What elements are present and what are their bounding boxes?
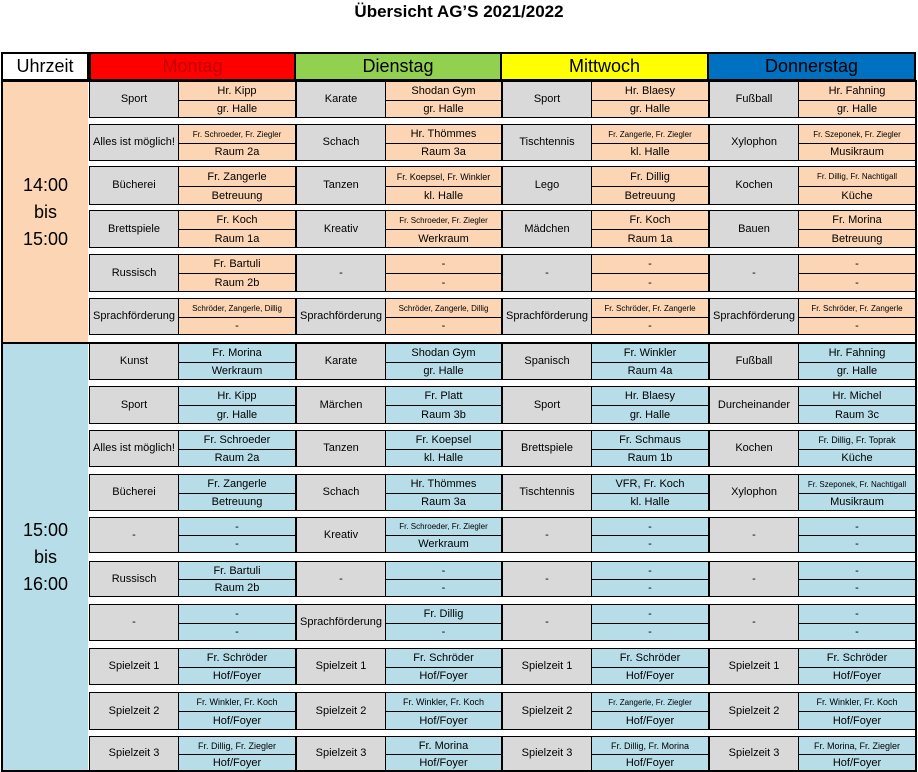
room-cell: Küche — [798, 186, 916, 205]
room-cell: Betreuung — [798, 229, 916, 248]
room-cell: Raum 3a — [385, 143, 502, 161]
teacher-cell: - — [591, 604, 709, 624]
activity-cell: Tischtennis — [502, 124, 592, 161]
activity-cell: Spanisch — [502, 343, 592, 380]
room-cell: - — [385, 273, 502, 292]
room-cell: Raum 3c — [798, 405, 916, 424]
activity-cell: - — [709, 517, 799, 553]
room-cell: gr. Halle — [178, 100, 296, 118]
activity-cell: Spielzeit 1 — [296, 648, 386, 685]
activity-cell: - — [89, 604, 179, 641]
teacher-cell: Hr. Kipp — [178, 386, 296, 406]
teacher-cell: Hr. Thömmes — [385, 474, 502, 494]
activity-cell: Kreativ — [296, 517, 386, 553]
activity-cell: Fußball — [709, 343, 799, 380]
room-cell: Hof/Foyer — [591, 754, 709, 771]
room-cell: - — [178, 317, 296, 335]
activity-cell: Xylophon — [709, 124, 799, 161]
time-slot-text: 16:00 — [22, 573, 69, 594]
activity-cell: Brettspiele — [502, 430, 592, 467]
activity-cell: - — [502, 604, 592, 641]
header-time-label: Uhrzeit — [1, 52, 89, 81]
teacher-cell: Fr. Zangerle, Fr. Ziegler — [591, 124, 709, 144]
activity-cell: Kunst — [89, 343, 179, 380]
activity-cell: Spielzeit 1 — [89, 648, 179, 685]
activity-cell: Alles ist möglich! — [89, 124, 179, 161]
room-cell: - — [798, 317, 916, 335]
room-cell: Raum 1a — [591, 229, 709, 248]
activity-cell: - — [709, 561, 799, 597]
teacher-cell: Schröder, Zangerle, Dillig — [178, 298, 296, 318]
teacher-cell: Fr. Morina, Fr. Ziegler — [798, 736, 916, 755]
teacher-cell: Fr. Schröder — [591, 648, 709, 668]
activity-cell: Spielzeit 1 — [502, 648, 592, 685]
activity-cell: Kochen — [709, 166, 799, 205]
teacher-cell: Fr. Schroeder, Fr. Ziegler — [178, 124, 296, 144]
room-cell: - — [798, 535, 916, 553]
room-cell: - — [591, 535, 709, 553]
teacher-cell: - — [798, 517, 916, 536]
activity-cell: Schach — [296, 124, 386, 161]
activity-cell: Sport — [89, 386, 179, 424]
activity-cell: Xylophon — [709, 474, 799, 511]
room-cell: Raum 3b — [385, 405, 502, 424]
room-cell: Raum 2a — [178, 449, 296, 467]
teacher-cell: Fr. Dillig, Fr. Nachtigall — [798, 166, 916, 187]
page-title: Übersicht AG’S 2021/2022 — [354, 2, 564, 21]
teacher-cell: Fr. Winkler, Fr. Koch — [798, 692, 916, 712]
activity-cell: Durcheinander — [709, 386, 799, 424]
room-cell: Raum 2b — [178, 273, 296, 292]
room-cell: Betreuung — [178, 186, 296, 205]
room-cell: gr. Halle — [385, 100, 502, 118]
room-cell: - — [178, 535, 296, 553]
activity-cell: - — [502, 254, 592, 292]
activity-cell: Märchen — [296, 386, 386, 424]
activity-cell: Spielzeit 3 — [89, 736, 179, 771]
header-day-mittwoch: Mittwoch — [500, 52, 709, 81]
activity-cell: Sprachförderung — [296, 298, 386, 335]
activity-cell: Schach — [296, 474, 386, 511]
activity-cell: Alles ist möglich! — [89, 430, 179, 467]
activity-cell: Tanzen — [296, 166, 386, 205]
teacher-cell: Hr. Kipp — [178, 81, 296, 101]
time-slot-text: bis — [33, 201, 57, 222]
room-cell: Hof/Foyer — [591, 711, 709, 730]
room-cell: Raum 4a — [591, 362, 709, 380]
room-cell: Betreuung — [178, 493, 296, 511]
teacher-cell: Fr. Winkler, Fr. Koch — [385, 692, 502, 712]
activity-cell: - — [296, 254, 386, 292]
room-cell: gr. Halle — [178, 405, 296, 424]
room-cell: - — [591, 623, 709, 641]
room-cell: Musikraum — [798, 143, 916, 161]
room-cell: - — [385, 317, 502, 335]
activity-cell: Tanzen — [296, 430, 386, 467]
activity-cell: Karate — [296, 343, 386, 380]
teacher-cell: Fr. Zangerle, Fr. Ziegler — [591, 692, 709, 712]
room-cell: gr. Halle — [385, 362, 502, 380]
teacher-cell: Fr. Bartuli — [178, 254, 296, 274]
teacher-cell: Fr. Szeponek, Fr. Ziegler — [798, 124, 916, 144]
room-cell: Raum 2b — [178, 579, 296, 597]
teacher-cell: Fr. Morina — [798, 210, 916, 230]
teacher-cell: Fr. Schröder, Fr. Zangerle — [798, 298, 916, 318]
room-cell: kl. Halle — [591, 493, 709, 511]
teacher-cell: Fr. Koch — [591, 210, 709, 230]
room-cell: - — [385, 623, 502, 641]
teacher-cell: Fr. Schröder, Fr. Zangerle — [591, 298, 709, 318]
activity-cell: Sport — [89, 81, 179, 118]
activity-cell: - — [502, 561, 592, 597]
room-cell: gr. Halle — [591, 405, 709, 424]
teacher-cell: Fr. Zangerle — [178, 166, 296, 187]
teacher-cell: Fr. Schröder — [178, 648, 296, 668]
room-cell: kl. Halle — [385, 449, 502, 467]
teacher-cell: Fr. Morina — [178, 343, 296, 363]
teacher-cell: - — [591, 561, 709, 580]
activity-cell: Fußball — [709, 81, 799, 118]
teacher-cell: - — [385, 561, 502, 580]
teacher-cell: Fr. Schroeder, Fr. Ziegler — [385, 210, 502, 230]
teacher-cell: Fr. Schröder — [385, 648, 502, 668]
room-cell: Raum 3a — [385, 493, 502, 511]
teacher-cell: - — [591, 517, 709, 536]
teacher-cell: - — [178, 517, 296, 536]
activity-cell: Bauen — [709, 210, 799, 248]
teacher-cell: Fr. Schröder — [798, 648, 916, 668]
room-cell: Raum 1a — [178, 229, 296, 248]
activity-cell: Lego — [502, 166, 592, 205]
teacher-cell: Fr. Morina — [385, 736, 502, 755]
room-cell: - — [591, 579, 709, 597]
time-slot-1 — [1, 342, 90, 772]
room-cell: Küche — [798, 449, 916, 467]
teacher-cell: Fr. Dillig, Fr. Ziegler — [178, 736, 296, 755]
header-day-donnerstag: Donnerstag — [707, 52, 916, 81]
teacher-cell: Hr. Fahning — [798, 81, 916, 101]
room-cell: kl. Halle — [385, 186, 502, 205]
time-slot-text: 14:00 — [22, 174, 69, 195]
activity-cell: Brettspiele — [89, 210, 179, 248]
teacher-cell: - — [798, 254, 916, 274]
teacher-cell: Fr. Koepsel — [385, 430, 502, 450]
room-cell: Werkraum — [178, 362, 296, 380]
room-cell: Hof/Foyer — [385, 711, 502, 730]
room-cell: - — [591, 273, 709, 292]
time-slot-0 — [1, 80, 90, 344]
teacher-cell: Hr. Michel — [798, 386, 916, 406]
activity-cell: - — [709, 604, 799, 641]
teacher-cell: Fr. Schmaus — [591, 430, 709, 450]
teacher-cell: Hr. Blaesy — [591, 81, 709, 101]
activity-cell: Tischtennis — [502, 474, 592, 511]
activity-cell: Sport — [502, 81, 592, 118]
room-cell: kl. Halle — [591, 143, 709, 161]
room-cell: Hof/Foyer — [178, 754, 296, 771]
room-cell: Hof/Foyer — [591, 667, 709, 685]
time-slot-text: bis — [33, 546, 57, 567]
room-cell: Werkraum — [385, 229, 502, 248]
activity-cell: Kochen — [709, 430, 799, 467]
teacher-cell: Schröder, Zangerle, Dillig — [385, 298, 502, 318]
teacher-cell: - — [798, 561, 916, 580]
room-cell: Betreuung — [591, 186, 709, 205]
activity-cell: Spielzeit 3 — [502, 736, 592, 771]
activity-cell: - — [296, 561, 386, 597]
teacher-cell: Fr. Schroeder, Fr. Ziegler — [385, 517, 502, 536]
teacher-cell: - — [591, 254, 709, 274]
room-cell: gr. Halle — [798, 100, 916, 118]
room-cell: - — [798, 273, 916, 292]
room-cell: gr. Halle — [798, 362, 916, 380]
activity-cell: Karate — [296, 81, 386, 118]
room-cell: gr. Halle — [591, 100, 709, 118]
teacher-cell: Fr. Schroeder — [178, 430, 296, 450]
activity-cell: - — [709, 254, 799, 292]
room-cell: Hof/Foyer — [798, 711, 916, 730]
header-day-montag: Montag — [89, 52, 296, 81]
room-cell: - — [591, 317, 709, 335]
activity-cell: Russisch — [89, 561, 179, 597]
room-cell: Hof/Foyer — [798, 667, 916, 685]
time-slot-text: 15:00 — [22, 519, 69, 540]
room-cell: Hof/Foyer — [385, 754, 502, 771]
teacher-cell: - — [798, 604, 916, 624]
teacher-cell: Fr. Dillig — [591, 166, 709, 187]
activity-cell: Sprachförderung — [709, 298, 799, 335]
activity-cell: Mädchen — [502, 210, 592, 248]
activity-cell: - — [89, 517, 179, 553]
room-cell: Raum 1b — [591, 449, 709, 467]
teacher-cell: Shodan Gym — [385, 343, 502, 363]
teacher-cell: Fr. Winkler — [591, 343, 709, 363]
teacher-cell: Fr. Bartuli — [178, 561, 296, 580]
teacher-cell: Fr. Dillig, Fr. Morina — [591, 736, 709, 755]
activity-cell: Sprachförderung — [502, 298, 592, 335]
activity-cell: Spielzeit 2 — [296, 692, 386, 730]
activity-cell: Bücherei — [89, 474, 179, 511]
activity-cell: Sport — [502, 386, 592, 424]
activity-cell: Spielzeit 2 — [502, 692, 592, 730]
activity-cell: Bücherei — [89, 166, 179, 205]
room-cell: Raum 2a — [178, 143, 296, 161]
teacher-cell: Fr. Koch — [178, 210, 296, 230]
header-day-dienstag: Dienstag — [294, 52, 502, 81]
teacher-cell: Fr. Dillig, Fr. Toprak — [798, 430, 916, 450]
activity-cell: Spielzeit 1 — [709, 648, 799, 685]
room-cell: - — [385, 579, 502, 597]
teacher-cell: - — [178, 604, 296, 624]
activity-cell: - — [502, 517, 592, 553]
room-cell: Hof/Foyer — [798, 754, 916, 771]
activity-cell: Russisch — [89, 254, 179, 292]
activity-cell: Kreativ — [296, 210, 386, 248]
activity-cell: Sprachförderung — [296, 604, 386, 641]
activity-cell: Spielzeit 2 — [709, 692, 799, 730]
teacher-cell: Hr. Fahning — [798, 343, 916, 363]
teacher-cell: Fr. Platt — [385, 386, 502, 406]
room-cell: Musikraum — [798, 493, 916, 511]
teacher-cell: Fr. Dillig — [385, 604, 502, 624]
activity-cell: Spielzeit 2 — [89, 692, 179, 730]
teacher-cell: - — [385, 254, 502, 274]
room-cell: Hof/Foyer — [178, 667, 296, 685]
room-cell: - — [178, 623, 296, 641]
room-cell: Hof/Foyer — [178, 711, 296, 730]
teacher-cell: Hr. Blaesy — [591, 386, 709, 406]
activity-cell: Spielzeit 3 — [709, 736, 799, 771]
teacher-cell: Fr. Szeponek, Fr. Nachtigall — [798, 474, 916, 494]
room-cell: Hof/Foyer — [385, 667, 502, 685]
teacher-cell: Fr. Winkler, Fr. Koch — [178, 692, 296, 712]
teacher-cell: Fr. Koepsel, Fr. Winkler — [385, 166, 502, 187]
room-cell: - — [798, 579, 916, 597]
teacher-cell: Fr. Zangerle — [178, 474, 296, 494]
activity-cell: Sprachförderung — [89, 298, 179, 335]
time-slot-text: 15:00 — [22, 228, 69, 249]
teacher-cell: Hr. Thömmes — [385, 124, 502, 144]
room-cell: - — [798, 623, 916, 641]
activity-cell: Spielzeit 3 — [296, 736, 386, 771]
teacher-cell: Shodan Gym — [385, 81, 502, 101]
room-cell: Werkraum — [385, 535, 502, 553]
teacher-cell: VFR, Fr. Koch — [591, 474, 709, 494]
